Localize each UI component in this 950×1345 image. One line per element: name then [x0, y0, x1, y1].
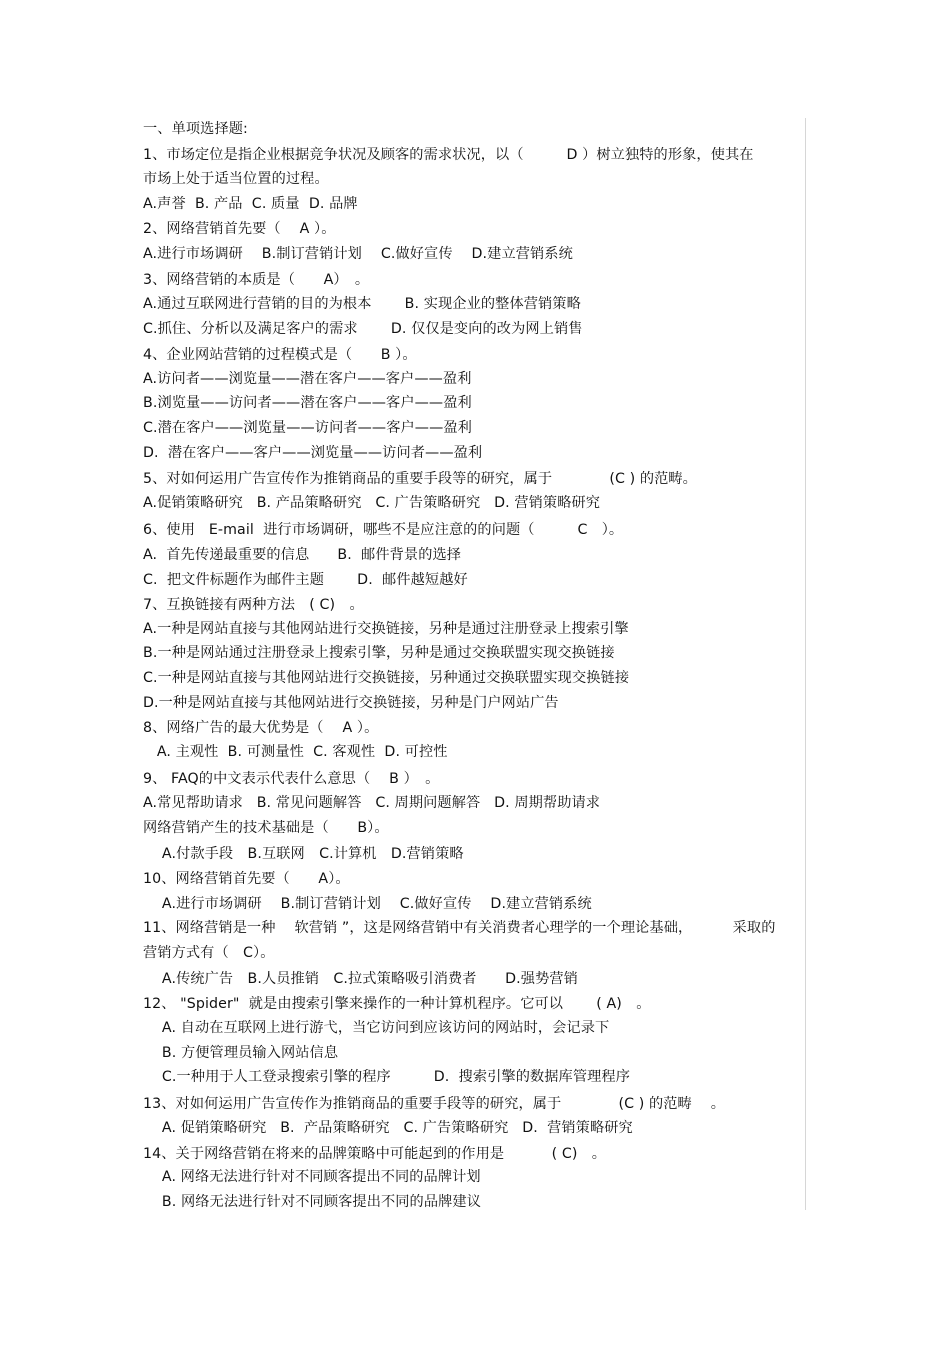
text-line: A. 首先传递最重要的信息 B. 邮件背景的选择: [143, 547, 462, 563]
text-line: C.潜在客户——浏览量——访问者——客户——盈利: [143, 420, 472, 436]
text-line: A.进行市场调研 B.制订营销计划 C.做好宣传 D.建立营销系统: [143, 246, 573, 262]
text-line: A.付款手段 B.互联网 C.计算机 D.营销策略: [143, 846, 464, 862]
text-line: 5、对如何运用广告宣传作为推销商品的重要手段等的研究，属于 (C ) 的范畴。: [143, 471, 697, 487]
text-line: A.常见帮助请求 B. 常见问题解答 C. 周期问题解答 D. 周期帮助请求: [143, 795, 601, 811]
text-line: A.访问者——浏览量——潜在客户——客户——盈利: [143, 371, 472, 387]
text-line: 营销方式有（ C）。: [143, 945, 275, 961]
text-line: A. 主观性 B. 可测量性 C. 客观性 D. 可控性: [143, 744, 448, 760]
text-line: B.一种是网站通过注册登录上搜索引擎，另种是通过交换联盟实现交换链接: [143, 645, 615, 661]
text-line: A.传统广告 B.人员推销 C.拉式策略吸引消费者 D.强势营销: [143, 971, 578, 987]
text-line: A.一种是网站直接与其他网站进行交换链接，另种是通过注册登录上搜索引擎: [143, 621, 629, 637]
text-line: 7、互换链接有两种方法 ( C) 。: [143, 597, 364, 613]
text-line: 市场上处于适当位置的过程。: [143, 171, 329, 187]
text-line: A. 自动在互联网上进行游弋，当它访问到应该访问的网站时，会记录下: [143, 1020, 610, 1036]
text-line: A.声誉 B. 产品 C. 质量 D. 品牌: [143, 196, 358, 212]
text-line: B.浏览量——访问者——潜在客户——客户——盈利: [143, 395, 472, 411]
text-line: 1、市场定位是指企业根据竞争状况及顾客的需求状况，以（ D ）树立独特的形象，使其在: [143, 147, 754, 163]
text-line: A.进行市场调研 B.制订营销计划 C.做好宣传 D.建立营销系统: [143, 896, 592, 912]
text-line: 3、网络营销的本质是（ A） 。: [143, 272, 370, 288]
text-line: 8、网络广告的最大优势是（ A ）。: [143, 720, 379, 736]
text-line: C.抓住、分析以及满足客户的需求 D. 仅仅是变向的改为网上销售: [143, 321, 583, 337]
text-line: 10、网络营销首先要（ A）。: [143, 871, 350, 887]
text-line: A.通过互联网进行营销的目的为根本 B. 实现企业的整体营销策略: [143, 296, 581, 312]
text-line: C.一种是网站直接与其他网站进行交换链接，另种通过交换联盟实现交换链接: [143, 670, 630, 686]
text-line: 12、 "Spider" 就是由搜索引擎来操作的一种计算机程序。它可以 ( A) 。: [143, 996, 651, 1012]
text-line: B. 方便管理员输入网站信息: [143, 1045, 339, 1061]
right-margin-rule: [805, 118, 806, 1210]
text-line: 11、网络营销是一种 软营销 ”，这是网络营销中有关消费者心理学的一个理论基础， 采取的: [143, 920, 776, 936]
text-line: 4、企业网站营销的过程模式是（ B ）。: [143, 347, 417, 363]
text-line: D. 潜在客户——客户——浏览量——访问者——盈利: [143, 445, 483, 461]
text-line: 14、关于网络营销在将来的品牌策略中可能起到的作用是 ( C) 。: [143, 1146, 607, 1162]
text-line: C. 把文件标题作为邮件主题 D. 邮件越短越好: [143, 572, 468, 588]
text-line: 9、 FAQ的中文表示代表什么意思（ B ） 。: [143, 771, 440, 787]
text-line: D.一种是网站直接与其他网站进行交换链接，另种是门户网站广告: [143, 695, 559, 711]
text-line: A. 网络无法进行针对不同顾客提出不同的品牌计划: [143, 1169, 481, 1185]
text-line: 一、单项选择题:: [143, 121, 248, 137]
text-line: A. 促销策略研究 B. 产品策略研究 C. 广告策略研究 D. 营销策略研究: [143, 1120, 633, 1136]
text-line: 网络营销产生的技术基础是（ B）。: [143, 820, 389, 836]
text-line: C.一种用于人工登录搜索引擎的程序 D. 搜索引擎的数据库管理程序: [143, 1069, 630, 1085]
text-line: 6、使用 E-mail 进行市场调研，哪些不是应注意的的问题（ C ）。: [143, 522, 624, 538]
text-line: 13、对如何运用广告宣传作为推销商品的重要手段等的研究，属于 (C ) 的范畴 。: [143, 1096, 725, 1112]
text-line: 2、网络营销首先要（ A ）。: [143, 221, 336, 237]
text-line: B. 网络无法进行针对不同顾客提出不同的品牌建议: [143, 1194, 481, 1210]
text-line: A.促销策略研究 B. 产品策略研究 C. 广告策略研究 D. 营销策略研究: [143, 495, 601, 511]
